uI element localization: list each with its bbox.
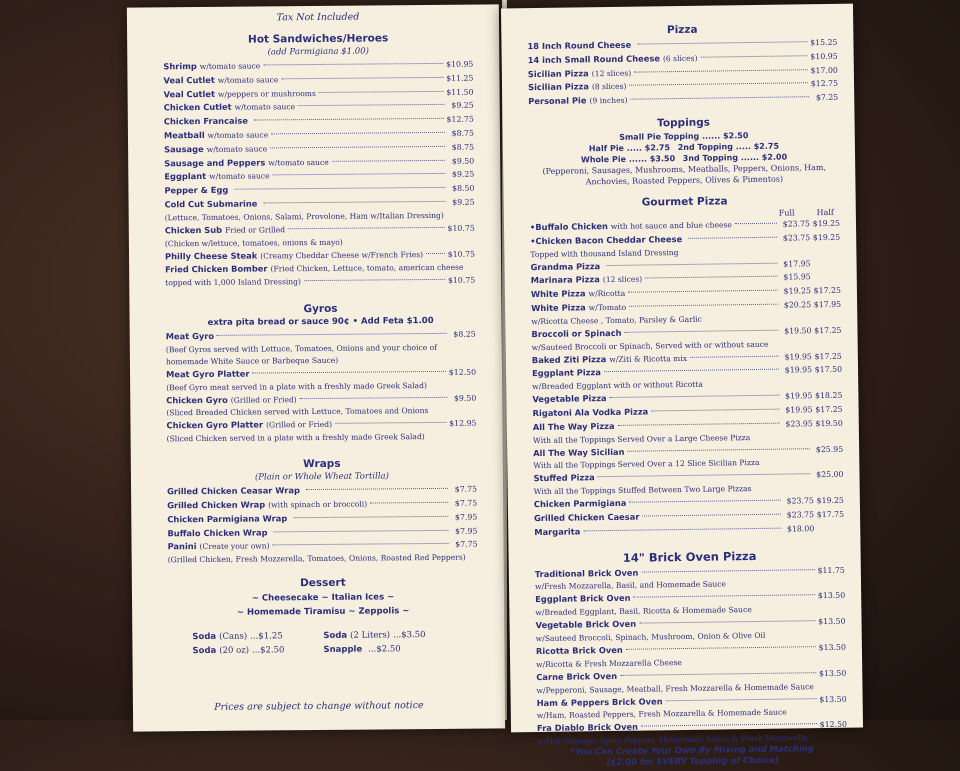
item-name: Eggplant — [164, 170, 206, 183]
leader-dots — [639, 620, 815, 623]
leader-dots — [618, 422, 780, 425]
item-name: Broccoli or Spinach — [531, 327, 621, 341]
drink-item: Soda (Cans) ...$1.25 — [192, 629, 323, 644]
item-price: $12.50 — [820, 719, 847, 732]
item-name: Chicken Parmigiana Wrap — [167, 512, 287, 526]
item-desc: w/tomato sauce — [207, 143, 268, 156]
item-desc: w/Tomato — [589, 302, 627, 315]
leader-dots — [628, 448, 811, 452]
leader-dots — [645, 276, 778, 279]
item-name: Grilled Chicken Ceasar Wrap — [167, 484, 300, 498]
leader-dots — [629, 500, 781, 503]
item-full: $23.75 — [784, 495, 814, 508]
brick-oven-list — [535, 563, 847, 748]
leader-dots — [637, 41, 807, 44]
item-price: $10.95 — [446, 59, 473, 72]
small-topping: Small Pie Topping ...... $2.50 — [619, 131, 748, 142]
item-desc: w/tomato sauce — [200, 60, 261, 73]
item-note: With all the Toppings Served Over a 12 Slice Sicilian Pizza — [533, 456, 843, 472]
promo-line: ($2.00 for EVERY Topping of Choice) — [537, 755, 847, 770]
whole-pie-topping: Whole Pie ...... $3.50 — [581, 154, 675, 164]
item-name: •Buffalo Chicken — [530, 220, 608, 234]
leader-dots — [700, 55, 807, 57]
item-full: $17.95 — [780, 258, 810, 271]
item-name: Sausage and Peppers — [164, 156, 265, 170]
item-full: $23.75 — [780, 232, 810, 245]
item-note: (Sliced Breaded Chicken served with Lettuce, Tomatoes and Onions — [166, 405, 476, 420]
item-name: Vegetable Pizza — [532, 392, 606, 406]
item-price: $9.25 — [448, 169, 474, 182]
item-desc: (Create your own) — [199, 541, 269, 554]
item-half: $17.25 — [812, 350, 842, 363]
gyros-subtitle: extra pita bread or sauce 90¢ • Add Feta $1.00 — [166, 316, 476, 329]
item-full: $19.95 — [783, 404, 813, 417]
item-note: w/Hot Sausage, Spicy Peppers, Homemade Sauce & Fresh Mozzarella — [537, 732, 847, 748]
item-desc: w/tomato sauce — [268, 156, 329, 169]
item-name: Vegetable Brick Oven — [535, 618, 636, 632]
wrap-list — [167, 483, 478, 555]
item-name: Panini — [168, 540, 197, 553]
item-name: Pepper & Egg — [164, 184, 228, 197]
item-note: w/Ham, Roasted Peppers, Fresh Mozzarella & Homemade Sauce — [537, 706, 847, 722]
item-price: $9.50 — [450, 392, 476, 405]
wraps-title: Wraps — [167, 457, 477, 472]
item-note: w/Ricotta & Fresh Mozzarella Cheese — [536, 654, 846, 670]
leader-dots — [583, 527, 781, 531]
drink-price: $1.25 — [258, 631, 282, 641]
item-name: Chicken Cutlet — [164, 101, 232, 114]
item-note: (Sliced Chicken served in a plate with a freshly made Greek Salad) — [167, 431, 477, 446]
drink-item: Snapple ...$2.50 — [323, 642, 454, 657]
item-note: w/Ricotta Cheese , Tomato, Parsley & Garlic — [531, 312, 841, 328]
col-full: Full — [779, 208, 795, 217]
item-price: $7.75 — [451, 498, 477, 511]
half-pie-topping: Half Pie ..... $2.75 — [589, 143, 670, 153]
item-name: Eggplant Pizza — [532, 366, 601, 380]
item-half: $19.50 — [813, 418, 843, 431]
item-price: $12.95 — [449, 418, 476, 431]
toppings-block — [529, 129, 840, 188]
item-name: Cold Cut Submarine — [165, 197, 258, 211]
item-desc: (Grilled or Fried) — [266, 419, 332, 432]
item-name: Grilled Chicken Wrap — [167, 498, 265, 512]
menu-item — [165, 261, 475, 278]
leader-dots — [666, 698, 817, 701]
item-name: Meat Gyro — [166, 330, 214, 343]
item-name: •Chicken Bacon Cheddar Cheese — [530, 233, 682, 248]
leader-dots — [426, 252, 445, 253]
item-price: $12.75 — [811, 78, 838, 91]
item-name: Chicken Francaise — [164, 115, 248, 129]
leader-dots — [273, 173, 446, 176]
item-desc: w/Ricotta — [588, 288, 625, 301]
item-name: Eggplant Brick Oven — [535, 592, 630, 606]
item-desc: topped with 1,000 Island Dressing) — [165, 276, 301, 290]
promo-line: *You Can Create Your Own By Mixing and Matching — [537, 744, 847, 759]
drink-name: Snapple — [323, 645, 362, 655]
leader-dots — [624, 329, 778, 332]
drink-price: $2.50 — [376, 644, 400, 654]
item-name: Chicken Sub — [165, 224, 222, 237]
item-half: $18.25 — [812, 390, 842, 403]
item-full: $23.75 — [780, 218, 810, 231]
item-name: Rigatoni Ala Vodka Pizza — [533, 405, 649, 419]
item-note: w/Sauteed Broccoli or Spinach, Served with or without sauce — [532, 337, 842, 353]
wraps-subtitle: (Plain or Whole Wheat Tortilla) — [167, 471, 477, 484]
item-half: $17.75 — [814, 509, 844, 522]
gourmet-title: Gourmet Pizza — [530, 194, 840, 210]
item-name: Chicken Gyro — [166, 393, 228, 406]
item-full: $19.50 — [781, 325, 811, 338]
item-name: Veal Cutlet — [164, 87, 215, 100]
leader-dots — [234, 187, 445, 190]
item-half: $19.25 — [814, 495, 844, 508]
leader-dots — [273, 543, 449, 546]
item-price: $7.95 — [451, 511, 477, 524]
leader-dots — [304, 279, 445, 281]
leader-dots — [631, 96, 810, 99]
item-price: $13.50 — [819, 642, 846, 655]
item-note: w/Breaded Eggplant, Basil, Ricotta & Homemade Sauce — [535, 603, 845, 619]
item-full: $23.75 — [784, 509, 814, 522]
menu-item-continued — [165, 275, 475, 291]
item-desc: (with spinach or broccoli) — [268, 498, 367, 512]
leader-dots — [300, 396, 448, 398]
leader-dots — [628, 290, 778, 293]
item-price: $13.50 — [818, 616, 845, 629]
item-price: $8.25 — [450, 329, 476, 342]
drink-price: $2.50 — [260, 645, 284, 655]
leader-dots — [642, 514, 781, 517]
third-topping: 3nd Topping ...... $2.00 — [683, 152, 788, 162]
drink-name: Soda — [192, 632, 216, 642]
leader-dots — [288, 227, 444, 229]
item-price: $15.25 — [810, 37, 837, 50]
leader-dots — [629, 83, 807, 86]
drink-price: $3.50 — [401, 630, 425, 640]
item-price: $10.75 — [448, 248, 475, 261]
leader-dots — [688, 236, 777, 238]
item-full: $15.95 — [781, 272, 811, 285]
item-half: $17.25 — [811, 325, 841, 338]
item-name: White Pizza — [531, 288, 586, 302]
item-name: 14 inch Small Round Cheese — [528, 52, 660, 67]
item-full: $19.95 — [782, 365, 812, 378]
sandwich-list — [163, 58, 474, 212]
item-name: Personal Pie — [528, 94, 586, 108]
leader-dots — [319, 90, 443, 92]
item-name: Stuffed Pizza — [533, 472, 594, 486]
item-desc: w/tomato sauce — [209, 171, 270, 184]
toppings-list: Anchovies, Roasted Peppers, Olives & Pimentos) — [529, 173, 839, 188]
item-full: $18.00 — [784, 523, 814, 536]
chicken-sub-note: (Chicken w/lettuce, tomatoes, onions & mayo) — [165, 235, 475, 250]
item-desc: w/tomato sauce — [208, 129, 269, 142]
gyros-title: Gyros — [165, 302, 475, 317]
item-price: $7.25 — [812, 92, 838, 105]
item-name: Baked Ziti Pizza — [532, 353, 607, 367]
leader-dots — [598, 474, 811, 478]
dessert-line: ~ Cheesecake ~ Italian Ices ~ — [168, 590, 478, 607]
leader-dots — [735, 223, 777, 225]
item-price: $10.75 — [448, 275, 475, 288]
item-price: $13.50 — [819, 693, 846, 706]
item-price: $9.25 — [449, 197, 475, 210]
item-desc: (8 slices) — [592, 81, 627, 94]
item-desc: (Fried Chicken, Lettuce, tomato, american cheese — [270, 262, 463, 276]
item-half: $19.25 — [810, 232, 840, 245]
item-note: w/Sauteed Broccoli, Spinach, Mushroom, Onion & Olive Oil — [536, 629, 846, 645]
item-price: $17.00 — [810, 64, 837, 77]
drinks-list — [168, 628, 478, 659]
leader-dots — [641, 569, 814, 572]
item-name: Chicken Gyro Platter — [166, 419, 263, 433]
item-price: $8.50 — [448, 183, 474, 196]
item-name: Sausage — [164, 143, 204, 156]
leader-dots — [298, 104, 445, 106]
leader-dots — [335, 422, 446, 424]
drink-desc: (20 oz) — [219, 646, 249, 656]
leader-dots — [332, 159, 445, 161]
drink-desc: (Cans) — [219, 632, 247, 642]
item-name: Margarita — [534, 525, 580, 538]
leader-dots — [270, 146, 445, 149]
item-price: $9.25 — [448, 100, 474, 113]
drink-name: Soda — [323, 631, 347, 641]
item-name: All The Way Pizza — [533, 420, 615, 434]
dessert-title: Dessert — [168, 576, 478, 591]
second-topping: 2nd Topping ..... $2.75 — [678, 142, 779, 152]
item-half: $17.25 — [811, 285, 841, 298]
cold-cut-note: (Lettuce, Tomatoes, Onions, Salami, Provolone, Ham w/Italian Dressing) — [165, 209, 475, 224]
drink-item: Soda (2 Liters) ...$3.50 — [323, 628, 454, 643]
item-note: (Beef Gyros served with Lettuce, Tomatoes, Onions and your choice of — [166, 341, 476, 356]
leader-dots — [606, 262, 777, 265]
item-half: $17.25 — [813, 404, 843, 417]
leader-dots — [217, 333, 447, 336]
item-name: Ricotta Brick Oven — [536, 644, 623, 658]
leader-dots — [620, 672, 816, 676]
item-full: $25.95 — [813, 443, 843, 456]
item-price: $8.75 — [448, 141, 474, 154]
item-price: $11.25 — [446, 72, 473, 85]
item-price: $7.75 — [451, 484, 477, 497]
leader-dots — [306, 488, 448, 490]
menu-item — [534, 521, 844, 539]
prices-footer: Prices are subject to change without notice — [133, 699, 505, 713]
item-name: Philly Cheese Steak — [165, 249, 257, 263]
leader-dots — [274, 529, 449, 532]
leader-dots — [641, 723, 817, 726]
item-name: Chicken Parmigiana — [534, 497, 627, 511]
pizza-title: Pizza — [527, 22, 837, 38]
item-name: Buffalo Chicken Wrap — [167, 526, 267, 540]
toppings-title: Toppings — [529, 115, 839, 131]
item-desc: w/peppers or mushrooms — [218, 88, 316, 102]
item-desc: (Creamy Cheddar Cheese w/French Fries) — [260, 249, 423, 263]
item-full: $20.25 — [781, 299, 811, 312]
item-half: $17.50 — [812, 364, 842, 377]
menu-left-page — [127, 4, 505, 731]
item-price: $8.75 — [448, 128, 474, 141]
leader-dots — [651, 409, 779, 412]
item-desc: (12 slices) — [592, 67, 632, 80]
leader-dots — [610, 395, 780, 398]
item-price: $7.75 — [451, 539, 477, 552]
drink-name: Soda — [192, 646, 216, 656]
item-name: Traditional Brick Oven — [535, 566, 639, 580]
leader-dots — [629, 304, 778, 307]
item-price: $11.75 — [817, 564, 844, 577]
item-desc: (Grilled or Fried) — [231, 394, 297, 407]
item-note: w/Fresh Mozzarella, Basil, and Homemade Sauce — [535, 577, 845, 593]
item-full: $23.95 — [783, 418, 813, 431]
item-price: $10.95 — [810, 51, 837, 64]
item-price: $7.95 — [451, 525, 477, 538]
leader-dots — [634, 69, 807, 72]
item-note: With all the Toppings Served Over a Large Cheese Pizza — [533, 430, 843, 446]
leader-dots — [690, 355, 779, 357]
item-note: (Beef Gyro meat served in a plate with a freshly made Greek Salad) — [166, 379, 476, 394]
item-desc: w/Ziti & Ricotta mix — [609, 352, 687, 366]
item-price: $13.50 — [818, 590, 845, 603]
item-note: w/Breaded Eggplant with or without Ricotta — [532, 377, 842, 393]
item-name: Fra Diablo Brick Oven — [537, 721, 638, 735]
item-price: $9.50 — [448, 155, 474, 168]
item-half: $17.95 — [811, 299, 841, 312]
leader-dots — [626, 646, 816, 650]
item-price: $13.50 — [819, 667, 846, 680]
item-name: Shrimp — [163, 60, 197, 73]
item-name: Ham & Peppers Brick Oven — [537, 695, 663, 710]
leader-dots — [604, 369, 779, 372]
col-half: Half — [817, 208, 834, 217]
item-name: Sicilian Pizza — [528, 81, 589, 95]
item-name: Carne Brick Oven — [536, 670, 617, 684]
leader-dots — [633, 594, 814, 598]
leader-dots — [293, 516, 448, 518]
item-desc: w/tomato sauce — [235, 102, 296, 115]
item-desc: w/tomato sauce — [218, 74, 279, 87]
drink-item: Soda (20 oz) ...$2.50 — [192, 643, 323, 658]
tax-note: Tax Not Included — [163, 11, 473, 25]
hot-sandwiches-title: Hot Sandwiches/Heroes — [163, 32, 473, 47]
item-name: Fried Chicken Bomber — [165, 263, 267, 277]
item-full: $19.25 — [781, 285, 811, 298]
item-desc: (6 slices) — [663, 53, 698, 66]
leader-dots — [263, 201, 445, 204]
item-half: $19.25 — [810, 218, 840, 231]
item-desc: Fried or Grilled — [225, 224, 285, 237]
item-desc: (12 slices) — [603, 274, 643, 287]
leader-dots — [254, 118, 444, 121]
gourmet-list — [530, 217, 844, 540]
toppings-list: (Pepperoni, Sausages, Mushrooms, Meatballs, Peppers, Onions, Ham, — [529, 162, 839, 177]
item-note: With all the Toppings Stuffed Between Two Large Pizzas — [534, 482, 844, 498]
item-name: Grandma Pizza — [530, 260, 600, 274]
item-name: Meatball — [164, 129, 205, 142]
drink-desc: (2 Liters) — [350, 630, 390, 640]
item-note: w/Pepperoni, Sausage, Meatball, Fresh Mozzarella & Homemade Sauce — [536, 680, 846, 696]
item-name: 18 Inch Round Cheese — [527, 39, 631, 53]
menu-right-page — [501, 4, 863, 733]
item-name: White Pizza — [531, 301, 586, 315]
leader-dots — [370, 502, 448, 504]
item-note: Topped with thousand Island Dressing — [530, 244, 840, 260]
leader-dots — [281, 77, 443, 79]
item-full: $25.00 — [813, 469, 843, 482]
item-full: $19.95 — [782, 390, 812, 403]
item-price: $12.75 — [446, 114, 473, 127]
item-name: All The Way Sicilian — [533, 445, 625, 459]
item-name: Marinara Pizza — [531, 274, 600, 288]
dessert-line: ~ Homemade Tiramisu ~ Zeppolis ~ — [168, 604, 478, 621]
panini-note: (Grilled Chicken, Fresh Mozzerella, Tomatoes, Onions, Roasted Red Peppers) — [168, 552, 478, 567]
item-name: Meat Gyro Platter — [166, 367, 250, 381]
item-name: Sicilian Pizza — [528, 67, 589, 81]
item-full: $19.95 — [782, 351, 812, 364]
item-name: Grilled Chicken Caesar — [534, 511, 639, 525]
brick-oven-title: 14" Brick Oven Pizza — [535, 547, 845, 565]
item-desc: (9 inches) — [589, 95, 627, 108]
item-note: homemade White Sauce or Barbeque Sauce) — [166, 353, 476, 368]
pizza-list — [527, 36, 838, 109]
leader-dots — [263, 63, 443, 66]
hot-sandwiches-subtitle: (add Parmigiana $1.00) — [163, 46, 473, 59]
item-price: $12.50 — [449, 366, 476, 379]
item-desc: with hot sauce and blue cheese — [611, 219, 732, 233]
item-name: Veal Cutlet — [163, 74, 214, 87]
leader-dots — [271, 132, 445, 135]
leader-dots — [252, 371, 445, 374]
item-price: $11.50 — [446, 86, 473, 99]
menu-item — [528, 91, 838, 109]
item-price: $10.75 — [447, 222, 474, 235]
